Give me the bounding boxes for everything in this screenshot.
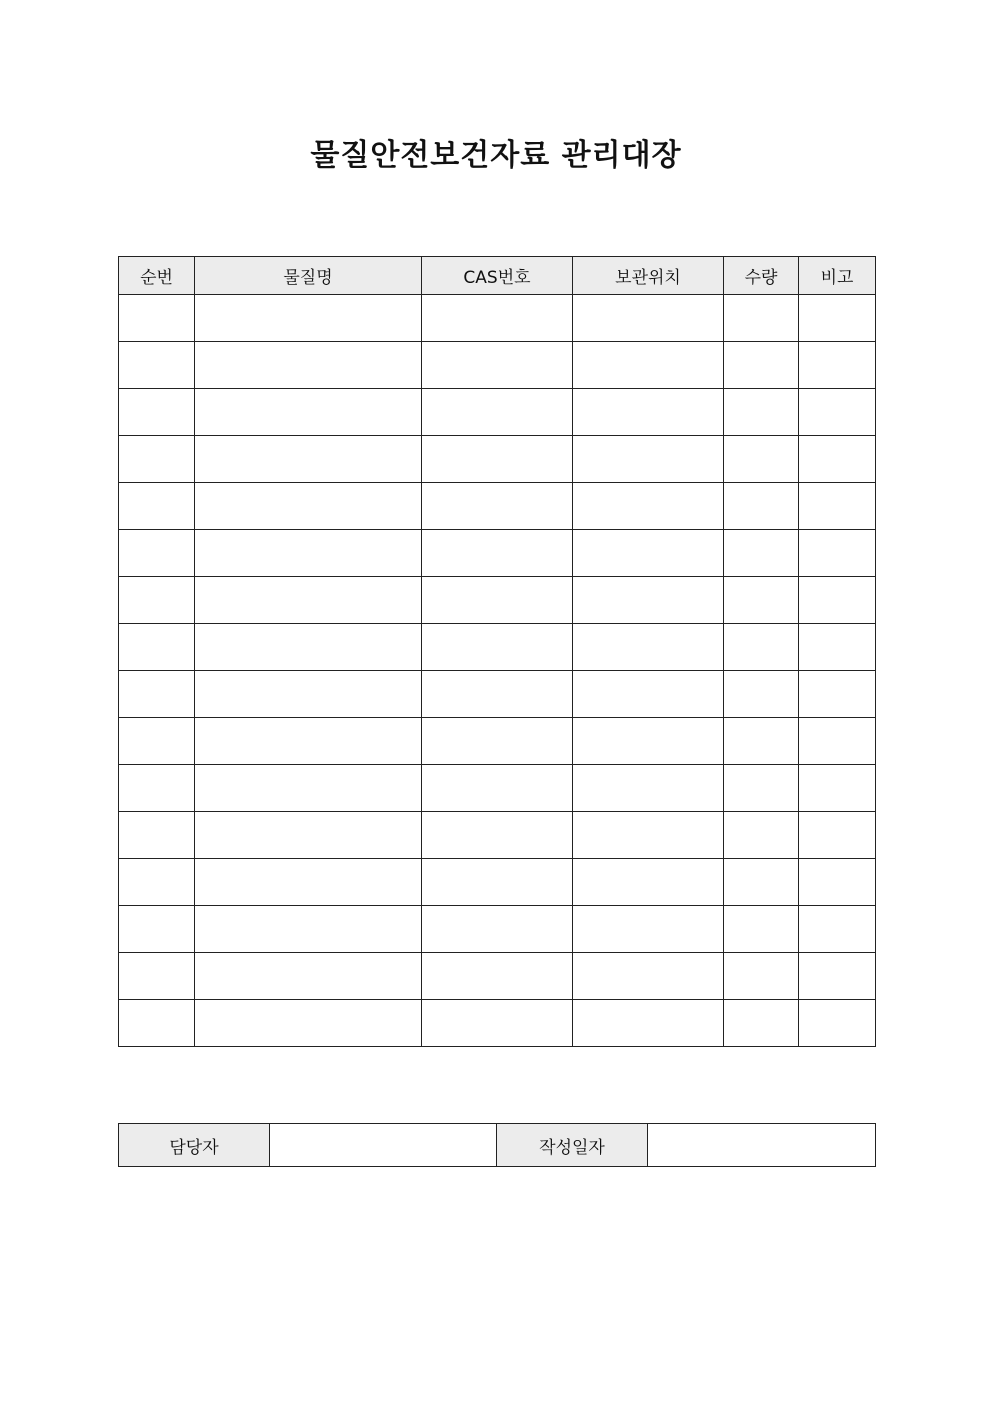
quantity-cell[interactable] bbox=[724, 765, 799, 812]
table-row bbox=[119, 1000, 876, 1047]
storage-location-cell[interactable] bbox=[573, 295, 724, 342]
quantity-cell[interactable] bbox=[724, 906, 799, 953]
storage-location-header: 보관위치 bbox=[573, 257, 724, 295]
seq-cell[interactable] bbox=[119, 342, 195, 389]
manager-label: 담당자 bbox=[119, 1124, 270, 1167]
substance-name-cell[interactable] bbox=[195, 389, 422, 436]
storage-location-cell[interactable] bbox=[573, 624, 724, 671]
signature-row bbox=[119, 1124, 876, 1167]
remarks-cell[interactable] bbox=[799, 1000, 876, 1047]
remarks-cell[interactable] bbox=[799, 718, 876, 765]
table-row bbox=[119, 765, 876, 812]
page-title: 물질안전보건자료 관리대장 bbox=[310, 138, 682, 173]
storage-location-cell[interactable] bbox=[573, 718, 724, 765]
date-label: 작성일자 bbox=[497, 1124, 648, 1167]
table-row bbox=[119, 483, 876, 530]
quantity-header: 수량 bbox=[724, 257, 799, 295]
manager-field[interactable] bbox=[270, 1124, 497, 1167]
quantity-cell[interactable] bbox=[724, 1000, 799, 1047]
cas-number-cell[interactable] bbox=[422, 1000, 573, 1047]
substance-name-cell[interactable] bbox=[195, 859, 422, 906]
seq-cell[interactable] bbox=[119, 859, 195, 906]
signature-table bbox=[118, 1123, 876, 1167]
substance-name-header: 물질명 bbox=[195, 257, 422, 295]
remarks-cell[interactable] bbox=[799, 953, 876, 1000]
storage-location-cell[interactable] bbox=[573, 577, 724, 624]
cas-number-cell[interactable] bbox=[422, 671, 573, 718]
cas-number-cell[interactable] bbox=[422, 953, 573, 1000]
substance-name-cell[interactable] bbox=[195, 624, 422, 671]
table-row bbox=[119, 812, 876, 859]
seq-cell[interactable] bbox=[119, 577, 195, 624]
cas-number-cell[interactable] bbox=[422, 765, 573, 812]
quantity-cell[interactable] bbox=[724, 718, 799, 765]
substance-name-cell[interactable] bbox=[195, 342, 422, 389]
quantity-cell[interactable] bbox=[724, 859, 799, 906]
table-row bbox=[119, 577, 876, 624]
seq-cell[interactable] bbox=[119, 953, 195, 1000]
cas-number-cell[interactable] bbox=[422, 342, 573, 389]
substance-name-cell[interactable] bbox=[195, 718, 422, 765]
table-body bbox=[119, 295, 876, 1047]
table-header-row bbox=[119, 257, 876, 295]
seq-header: 순번 bbox=[119, 257, 195, 295]
storage-location-cell[interactable] bbox=[573, 812, 724, 859]
substance-name-cell[interactable] bbox=[195, 530, 422, 577]
quantity-cell[interactable] bbox=[724, 812, 799, 859]
remarks-cell[interactable] bbox=[799, 483, 876, 530]
substance-name-cell[interactable] bbox=[195, 765, 422, 812]
cas-number-cell[interactable] bbox=[422, 295, 573, 342]
quantity-cell[interactable] bbox=[724, 483, 799, 530]
cas-number-cell[interactable] bbox=[422, 906, 573, 953]
storage-location-cell[interactable] bbox=[573, 953, 724, 1000]
storage-location-cell[interactable] bbox=[573, 1000, 724, 1047]
cas-number-cell[interactable] bbox=[422, 812, 573, 859]
quantity-cell[interactable] bbox=[724, 671, 799, 718]
seq-cell[interactable] bbox=[119, 483, 195, 530]
table-row bbox=[119, 389, 876, 436]
substance-name-cell[interactable] bbox=[195, 1000, 422, 1047]
seq-cell[interactable] bbox=[119, 765, 195, 812]
table-row bbox=[119, 295, 876, 342]
cas-number-cell[interactable] bbox=[422, 483, 573, 530]
seq-cell[interactable] bbox=[119, 389, 195, 436]
storage-location-cell[interactable] bbox=[573, 906, 724, 953]
table-row bbox=[119, 342, 876, 389]
seq-cell[interactable] bbox=[119, 295, 195, 342]
seq-cell[interactable] bbox=[119, 906, 195, 953]
remarks-cell[interactable] bbox=[799, 436, 876, 483]
seq-cell[interactable] bbox=[119, 530, 195, 577]
table-row bbox=[119, 953, 876, 1000]
remarks-cell[interactable] bbox=[799, 389, 876, 436]
quantity-cell[interactable] bbox=[724, 389, 799, 436]
substance-name-cell[interactable] bbox=[195, 671, 422, 718]
seq-cell[interactable] bbox=[119, 812, 195, 859]
cas-number-cell[interactable] bbox=[422, 389, 573, 436]
quantity-cell[interactable] bbox=[724, 436, 799, 483]
date-field[interactable] bbox=[648, 1124, 876, 1167]
cas-number-cell[interactable] bbox=[422, 530, 573, 577]
seq-cell[interactable] bbox=[119, 671, 195, 718]
remarks-cell[interactable] bbox=[799, 906, 876, 953]
storage-location-cell[interactable] bbox=[573, 530, 724, 577]
quantity-cell[interactable] bbox=[724, 624, 799, 671]
remarks-cell[interactable] bbox=[799, 342, 876, 389]
remarks-header: 비고 bbox=[799, 257, 876, 295]
seq-cell[interactable] bbox=[119, 436, 195, 483]
remarks-cell[interactable] bbox=[799, 295, 876, 342]
storage-location-cell[interactable] bbox=[573, 342, 724, 389]
remarks-cell[interactable] bbox=[799, 859, 876, 906]
remarks-cell[interactable] bbox=[799, 530, 876, 577]
storage-location-cell[interactable] bbox=[573, 436, 724, 483]
remarks-cell[interactable] bbox=[799, 577, 876, 624]
quantity-cell[interactable] bbox=[724, 577, 799, 624]
quantity-cell[interactable] bbox=[724, 530, 799, 577]
substance-name-cell[interactable] bbox=[195, 483, 422, 530]
storage-location-cell[interactable] bbox=[573, 389, 724, 436]
seq-cell[interactable] bbox=[119, 1000, 195, 1047]
substance-name-cell[interactable] bbox=[195, 953, 422, 1000]
substance-name-cell[interactable] bbox=[195, 812, 422, 859]
quantity-cell[interactable] bbox=[724, 342, 799, 389]
substance-name-cell[interactable] bbox=[195, 577, 422, 624]
cas-number-cell[interactable] bbox=[422, 436, 573, 483]
storage-location-cell[interactable] bbox=[573, 671, 724, 718]
remarks-cell[interactable] bbox=[799, 765, 876, 812]
table-row bbox=[119, 718, 876, 765]
table-row bbox=[119, 530, 876, 577]
cas-number-cell[interactable] bbox=[422, 624, 573, 671]
cas-number-cell[interactable] bbox=[422, 718, 573, 765]
storage-location-cell[interactable] bbox=[573, 859, 724, 906]
table-row bbox=[119, 671, 876, 718]
substance-name-cell[interactable] bbox=[195, 295, 422, 342]
storage-location-cell[interactable] bbox=[573, 483, 724, 530]
seq-cell[interactable] bbox=[119, 624, 195, 671]
table-row bbox=[119, 859, 876, 906]
msds-inventory-table bbox=[118, 256, 876, 1047]
substance-name-cell[interactable] bbox=[195, 906, 422, 953]
cas-number-cell[interactable] bbox=[422, 577, 573, 624]
table-row bbox=[119, 624, 876, 671]
quantity-cell[interactable] bbox=[724, 953, 799, 1000]
cas-number-header: CAS번호 bbox=[422, 257, 573, 295]
remarks-cell[interactable] bbox=[799, 671, 876, 718]
storage-location-cell[interactable] bbox=[573, 765, 724, 812]
table-row bbox=[119, 906, 876, 953]
seq-cell[interactable] bbox=[119, 718, 195, 765]
remarks-cell[interactable] bbox=[799, 812, 876, 859]
table-row bbox=[119, 436, 876, 483]
quantity-cell[interactable] bbox=[724, 295, 799, 342]
remarks-cell[interactable] bbox=[799, 624, 876, 671]
cas-number-cell[interactable] bbox=[422, 859, 573, 906]
substance-name-cell[interactable] bbox=[195, 436, 422, 483]
